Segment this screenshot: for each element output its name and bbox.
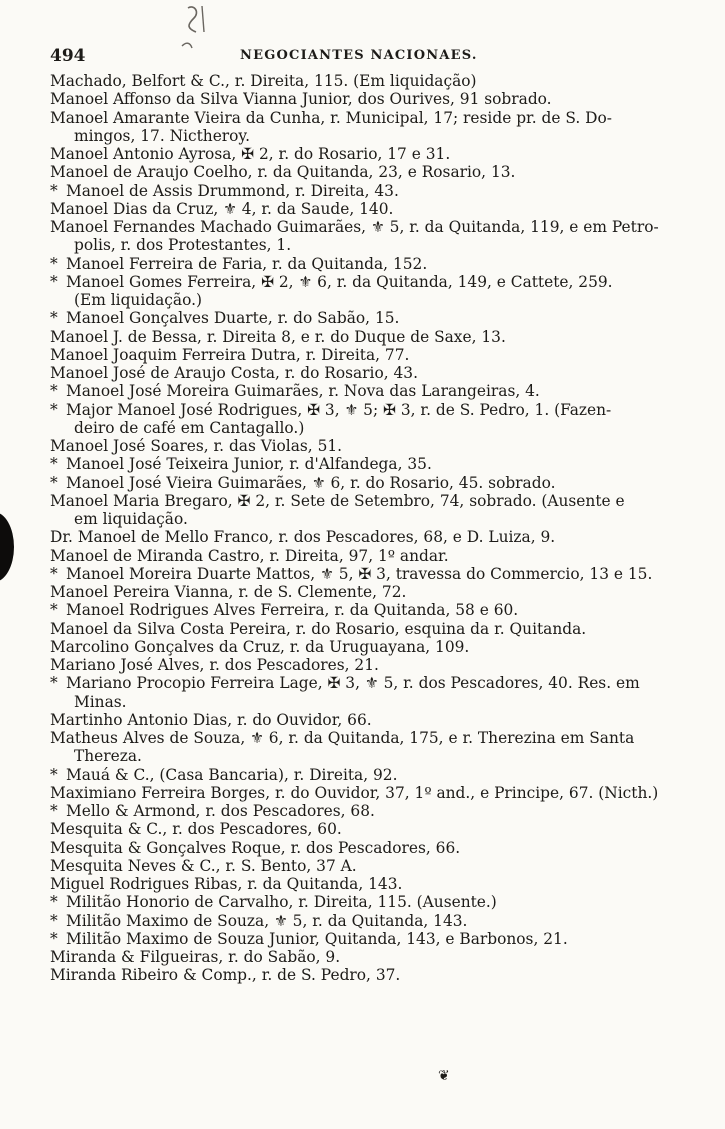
directory-entry [50,583,688,601]
entry-text: (Em liquidação.) [74,291,202,309]
directory-entry [50,273,688,291]
entry-text: Manoel Gonçalves Duarte, r. do Sabão, 15. [66,309,400,328]
directory-entry [50,638,688,656]
directory-entry [50,474,688,492]
page-number: 494 [50,46,86,66]
entry-text: Manoel José Vieira Guimarães, ⚜ 6, r. do Rosario, 45. sobrado. [66,473,556,492]
directory-entry [50,255,688,273]
entry-text: Maximiano Ferreira Borges, r. do Ouvidor, 37, 1º and., e Principe, 67. (Nicth.) [50,783,659,802]
entry-text: Matheus Alves de Souza, ⚜ 6, r. da Quitanda, 175, e r. Therezina em Santa [50,729,635,747]
directory-entry [50,437,688,455]
asterisk-marker: * [50,473,58,492]
entry-text: Manoel J. de Bessa, r. Direita 8, e r. do Duque de Saxe, 13. [50,327,506,346]
entry-text: mingos, 17. Nictheroy. [74,126,250,145]
asterisk-marker: * [50,309,58,328]
ink-blot [0,512,14,582]
entry-text: Manoel José de Araujo Costa, r. do Rosario, 43. [50,364,418,382]
entry-text: Mesquita & Gonçalves Roque, r. dos Pescadores, 66. [50,838,461,857]
entry-text: Martinho Antonio Dias, r. do Ouvidor, 66. [50,710,372,729]
directory-entry [50,857,688,875]
directory-entry [50,656,688,674]
directory-entry-continuation [50,693,688,711]
directory-entry [50,966,688,984]
directory-entry [50,729,688,747]
entry-text: Manoel Amarante Vieira da Cunha, r. Municipal, 17; reside pr. de S. Do- [50,108,612,127]
asterisk-marker: * [50,455,58,474]
entry-text: Thereza. [74,747,142,766]
asterisk-marker: * [50,911,58,930]
running-head: NEGOCIANTES NACIONAES. [240,48,478,63]
directory-entry [50,492,688,510]
directory-entry [50,109,688,127]
asterisk-marker: * [50,929,58,948]
entry-text: Manoel Dias da Cruz, ⚜ 4, r. da Saude, 140. [50,199,394,218]
entry-text: Mauá & C., (Casa Bancaria), r. Direita, 92. [66,765,398,784]
directory-entry [50,401,688,419]
asterisk-marker: * [50,601,58,620]
directory-entry [50,163,688,181]
asterisk-marker: * [50,564,58,583]
entry-text: Miranda Ribeiro & Comp., r. de S. Pedro, 37. [50,966,401,985]
directory-entry [50,912,688,930]
entry-text: Dr. Manoel de Mello Franco, r. dos Pescadores, 68, e D. Luiza, 9. [50,528,556,547]
directory-entry [50,875,688,893]
entry-text: Mariano Procopio Ferreira Lage, ✠ 3, ⚜ 5, r. dos Pescadores, 40. Res. em [66,674,640,693]
directory-entry [50,820,688,838]
directory-entry [50,601,688,619]
directory-entry-continuation [50,291,688,309]
entry-text: Militão Maximo de Souza, ⚜ 5, r. da Quitanda, 143. [66,911,468,930]
entry-text: Manoel Rodrigues Alves Ferreira, r. da Quitanda, 58 e 60. [66,601,519,620]
directory-entry-continuation [50,419,688,437]
directory-entry-continuation [50,127,688,145]
entry-text: Mesquita Neves & C., r. S. Bento, 37 A. [50,856,357,875]
directory-entry [50,711,688,729]
directory-entry-continuation [50,747,688,765]
entry-text: Mello & Armond, r. dos Pescadores, 68. [66,802,375,820]
entry-text: Miranda & Filgueiras, r. do Sabão, 9. [50,948,341,966]
directory-entry [50,346,688,364]
entry-text: Manoel José Teixeira Junior, r. d'Alfandega, 35. [66,455,432,474]
directory-entry [50,382,688,400]
asterisk-marker: * [50,765,58,784]
directory-entry [50,948,688,966]
entry-text: Major Manoel José Rodrigues, ✠ 3, ⚜ 5; ✠ 3, r. de S. Pedro, 1. (Fazen- [66,400,612,419]
directory-entry [50,200,688,218]
directory-entry [50,90,688,108]
directory-entry [50,620,688,638]
entry-text: Manoel Moreira Duarte Mattos, ⚜ 5, ✠ 3, travessa do Commercio, 13 e 15. [66,564,653,583]
entry-text: Mesquita & C., r. dos Pescadores, 60. [50,820,342,839]
directory-entry [50,182,688,200]
directory-entry [50,547,688,565]
entry-text: Manoel da Silva Costa Pereira, r. do Rosario, esquina da r. Quitanda. [50,619,587,638]
directory-entry [50,784,688,802]
directory-entry-continuation [50,236,688,254]
entry-text: Manoel Maria Bregaro, ✠ 2, r. Sete de Setembro, 74, sobrado. (Ausente e [50,491,625,510]
entry-text: Manoel Antonio Ayrosa, ✠ 2, r. do Rosario, 17 e 31. [50,145,451,163]
directory-entry [50,839,688,857]
entry-text: Manoel Fernandes Machado Guimarães, ⚜ 5, r. da Quitanda, 119, e em Petro- [50,218,659,236]
directory-entry [50,930,688,948]
directory-entry [50,364,688,382]
entry-text: Marcolino Gonçalves da Cruz, r. da Uruguayana, 109. [50,637,470,656]
directory-entry [50,72,688,90]
asterisk-marker: * [50,254,58,273]
entry-text: Manoel de Araujo Coelho, r. da Quitanda, 23, e Rosario, 13. [50,163,516,182]
asterisk-marker: * [50,382,58,401]
directory-entry [50,218,688,236]
directory-entry [50,565,688,583]
directory-entry [50,766,688,784]
directory-entry [50,145,688,163]
entry-text: Manoel Pereira Vianna, r. de S. Clemente, 72. [50,583,407,601]
directory-entry [50,802,688,820]
directory-entry [50,309,688,327]
entry-text: Miguel Rodrigues Ribas, r. da Quitanda, 143. [50,875,403,893]
asterisk-marker: * [50,181,58,200]
directory-entry [50,328,688,346]
asterisk-marker: * [50,674,58,693]
directory-entry-continuation [50,510,688,528]
directory-entry [50,893,688,911]
asterisk-marker: * [50,802,58,820]
entry-text: deiro de café em Cantagallo.) [74,418,305,437]
asterisk-marker: * [50,400,58,419]
entry-text: Minas. [74,692,127,711]
directory-entry [50,455,688,473]
entry-text: Mariano José Alves, r. dos Pescadores, 21. [50,656,379,674]
entry-text: Manoel Ferreira de Faria, r. da Quitanda, 152. [66,254,428,273]
entry-text: Manoel Gomes Ferreira, ✠ 2, ⚜ 6, r. da Quitanda, 149, e Cattete, 259. [66,272,613,291]
entry-text: Manoel José Moreira Guimarães, r. Nova das Larangeiras, 4. [66,382,540,401]
entry-text: Manoel de Assis Drummond, r. Direita, 43. [66,181,399,200]
entry-text: Manoel Joaquim Ferreira Dutra, r. Direita, 77. [50,345,410,364]
entries-list [50,72,688,985]
entry-text: Manoel de Miranda Castro, r. Direita, 97, 1º andar. [50,546,449,565]
asterisk-marker: * [50,893,58,912]
entry-text: polis, r. dos Protestantes, 1. [74,236,292,255]
entry-text: Manoel José Soares, r. das Violas, 51. [50,437,343,455]
entry-text: Militão Maximo de Souza Junior, Quitanda, 143, e Barbonos, 21. [66,929,568,948]
entry-text: Manoel Affonso da Silva Vianna Junior, dos Ourives, 91 sobrado. [50,90,552,109]
entry-text: Militão Honorio de Carvalho, r. Direita, 115. (Ausente.) [66,893,497,912]
directory-entry [50,528,688,546]
directory-entry [50,674,688,692]
asterisk-marker: * [50,272,58,291]
entry-text: Machado, Belfort & C., r. Direita, 115. (Em liquidação) [50,72,477,90]
flourish-icon: ❦ [438,1068,450,1084]
entry-text: em liquidação. [74,510,188,528]
page-header [50,45,670,67]
